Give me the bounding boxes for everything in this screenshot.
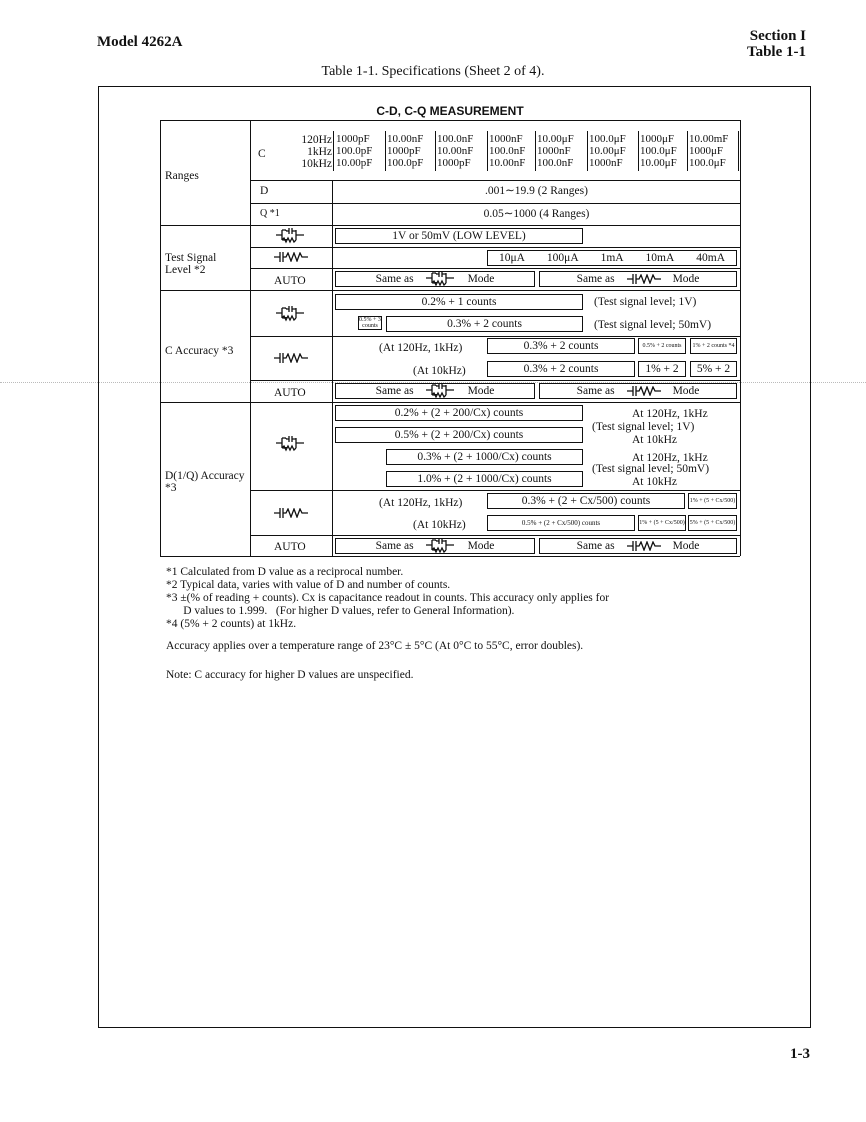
range-grid-line: [487, 131, 488, 171]
range-cell: 10.00mF: [689, 133, 729, 145]
d-acc-auto-cap-mode: [335, 538, 535, 554]
signal-auto-cap-mode: [335, 271, 535, 287]
mode-text: Mode: [672, 385, 700, 397]
d-acc-res-at-10k: (At 10kHz): [413, 519, 466, 531]
c-acc-res-at-10k-value: 0.3% + 2 counts: [487, 361, 635, 377]
c-acc-res-at-120-value: 0.3% + 2 counts: [487, 338, 635, 354]
c-acc-res-small-2: 1% + 2 counts *4: [690, 338, 737, 354]
mode-text: Mode: [467, 385, 495, 397]
capacitor-resistor-parallel-icon: [426, 271, 456, 287]
capacitor-resistor-parallel-icon: [426, 538, 456, 554]
d-range-value: .001∼19.9 (2 Ranges): [485, 185, 588, 197]
range-cell: 1000nF: [489, 133, 523, 145]
d-acc-r2: 0.5% + (2 + 200/Cx) counts: [335, 427, 583, 443]
range-cell: 10.00pF: [336, 157, 373, 169]
d-acc-r2-note-a: (Test signal level; 1V): [592, 421, 695, 433]
res-40ma: 40mA: [696, 252, 725, 264]
d-acc-r4-note-b: At 10kHz: [632, 476, 678, 488]
c-acc-cap-second: 0.3% + 2 counts: [386, 316, 583, 332]
range-grid-line: [385, 131, 386, 171]
same-as-text: Same as: [576, 273, 615, 285]
range-cell: 100.0nF: [489, 145, 526, 157]
accuracy-note: Accuracy applies over a temperature range of 23°C ± 5°C (At 0°C to 55°C, error doubles).: [166, 640, 584, 652]
test-signal-res-values: [487, 250, 737, 266]
range-cell: 100.0nF: [437, 133, 474, 145]
mode-text: Mode: [467, 273, 495, 285]
range-grid-line: [738, 131, 739, 171]
range-cell: 1000μF: [689, 145, 724, 157]
d-acc-res-at-120-small: 1% + (5 + Cx/500): [688, 493, 737, 509]
q-range-value: 0.05∼1000 (4 Ranges): [483, 208, 590, 220]
footnote-1: *1 Calculated from D value as a reciprocal number.: [166, 566, 404, 578]
range-grid-line: [333, 131, 334, 171]
table-ref-label: Table 1-1: [746, 44, 806, 60]
same-as-text: Same as: [375, 273, 414, 285]
c-acc-cap-main-note: (Test signal level; 1V): [594, 296, 697, 308]
capacitor-resistor-series-icon: [274, 252, 308, 262]
range-cell: 10.00μF: [589, 145, 626, 157]
d-acc-r2-note-b: At 10kHz: [632, 434, 678, 446]
range-cell: 10.00nF: [387, 133, 424, 145]
range-cell: 100.0μF: [689, 157, 726, 169]
model-header: Model 4262A: [97, 34, 183, 50]
res-1ma: 1mA: [600, 252, 624, 264]
capacitor-resistor-parallel-icon: [426, 383, 456, 399]
d-acc-res-at-10k-value: 0.5% + (2 + Cx/500) counts: [487, 515, 635, 531]
note-text: Note: C accuracy for higher D values are unspecified.: [166, 669, 414, 681]
signal-auto-res-mode: [539, 271, 737, 287]
range-cell: 10.00μF: [537, 133, 574, 145]
range-cell: 1000nF: [537, 145, 571, 157]
d-label: D: [260, 185, 269, 197]
q-label: Q *1: [260, 208, 280, 219]
c-acc-res-box-2: 5% + 2: [690, 361, 737, 377]
range-cell: 100.0pF: [336, 145, 373, 157]
test-signal-label: Test Signal Level *2: [165, 252, 217, 276]
same-as-text: Same as: [375, 540, 414, 552]
range-cell: 10.00μF: [640, 157, 677, 169]
footnote-3: *3 ±(% of reading + counts). Cx is capacitance readout in counts. This accuracy only applies for: [166, 592, 610, 604]
d-acc-res-at-10k-small-2: 5% + (5 + Cx/500): [688, 515, 737, 531]
c-accuracy-label: C Accuracy *3: [165, 345, 234, 357]
test-signal-cap-value: 1V or 50mV (LOW LEVEL): [335, 228, 583, 244]
mode-text: Mode: [672, 540, 700, 552]
d-acc-res-at-120: (At 120Hz, 1kHz): [379, 497, 463, 509]
range-grid-line: [587, 131, 588, 171]
capacitor-resistor-parallel-icon: [276, 436, 306, 452]
range-cell: 10.00nF: [437, 145, 474, 157]
capacitor-resistor-parallel-icon: [276, 228, 306, 244]
table-caption: Table 1-1. Specifications (Sheet 2 of 4).: [321, 64, 545, 79]
range-cell: 1000nF: [589, 157, 623, 169]
auto-label-d-accuracy: AUTO: [274, 541, 306, 553]
same-as-text: Same as: [576, 540, 615, 552]
d-acc-r1-note: At 120Hz, 1kHz: [632, 408, 708, 420]
range-grid-line: [535, 131, 536, 171]
c-acc-auto-res-mode: [539, 383, 737, 399]
auto-label-c-accuracy: AUTO: [274, 387, 306, 399]
footnote-2: *2 Typical data, varies with value of D and number of counts.: [166, 579, 451, 591]
section-header: [747, 28, 806, 60]
footnote-4: *4 (5% + 2 counts) at 1kHz.: [166, 618, 297, 630]
footnote-3-cont: D values to 1.999. (For higher D values, refer to General Information).: [166, 605, 515, 617]
d-acc-r3-note: At 120Hz, 1kHz: [632, 452, 708, 464]
d-acc-r3: 0.3% + (2 + 1000/Cx) counts: [386, 449, 583, 465]
capacitor-resistor-parallel-icon: [276, 306, 306, 322]
res-10ma: 10mA: [645, 252, 675, 264]
c-acc-res-small-1: 0.5% + 2 counts: [638, 338, 686, 354]
d-acc-res-at-120-value: 0.3% + (2 + Cx/500) counts: [487, 493, 685, 509]
c-acc-res-box-1: 1% + 2: [638, 361, 686, 377]
c-acc-auto-cap-mode: [335, 383, 535, 399]
c-label: C: [258, 148, 266, 160]
same-as-text: Same as: [576, 385, 615, 397]
c-acc-res-at-10k: (At 10kHz): [413, 365, 466, 377]
range-cell: 1000μF: [640, 133, 675, 145]
range-cell: 100.0pF: [387, 157, 424, 169]
capacitor-resistor-series-icon: [627, 386, 661, 396]
d-acc-r1: 0.2% + (2 + 200/Cx) counts: [335, 405, 583, 421]
mode-text: Mode: [467, 540, 495, 552]
freq-1khz: 1kHz: [307, 146, 332, 158]
capacitor-resistor-series-icon: [627, 274, 661, 284]
range-cell: 10.00nF: [489, 157, 526, 169]
freq-120hz: 120Hz: [301, 134, 332, 146]
range-cell: 1000pF: [437, 157, 471, 169]
range-cell: 1000pF: [387, 145, 421, 157]
page-number: 1-3: [790, 1046, 810, 1062]
c-acc-cap-main: 0.2% + 1 counts: [335, 294, 583, 310]
range-grid-line: [687, 131, 688, 171]
d-acc-r4: 1.0% + (2 + 1000/Cx) counts: [386, 471, 583, 487]
c-acc-cap-second-note: (Test signal level; 50mV): [594, 319, 712, 331]
capacitor-resistor-series-icon: [274, 508, 308, 518]
same-as-text: Same as: [375, 385, 414, 397]
capacitor-resistor-series-icon: [627, 541, 661, 551]
auto-label-signal: AUTO: [274, 275, 306, 287]
range-cell: 1000pF: [336, 133, 370, 145]
range-grid-line: [638, 131, 639, 171]
table-title: C-D, C-Q MEASUREMENT: [376, 104, 524, 118]
capacitor-resistor-series-icon: [274, 353, 308, 363]
range-cell: 100.0nF: [537, 157, 574, 169]
d-accuracy-label: D(1/Q) Accuracy *3: [165, 470, 245, 494]
mode-text: Mode: [672, 273, 700, 285]
res-10ua: 10μA: [498, 252, 525, 264]
res-100ua: 100μA: [546, 252, 579, 264]
ranges-label: Ranges: [165, 170, 199, 182]
range-grid-line: [435, 131, 436, 171]
range-cell: 100.0μF: [640, 145, 677, 157]
c-acc-cap-small: 0.5% + 3 counts: [359, 317, 381, 329]
d-acc-auto-res-mode: [539, 538, 737, 554]
c-acc-res-at-120: (At 120Hz, 1kHz): [379, 342, 463, 354]
d-acc-r4-note-a: (Test signal level; 50mV): [592, 463, 710, 475]
freq-10khz: 10kHz: [301, 158, 332, 170]
d-acc-res-at-10k-small-1: 1% + (5 + Cx/500): [638, 515, 686, 531]
section-label: Section I: [749, 28, 806, 44]
range-cell: 100.0μF: [589, 133, 626, 145]
